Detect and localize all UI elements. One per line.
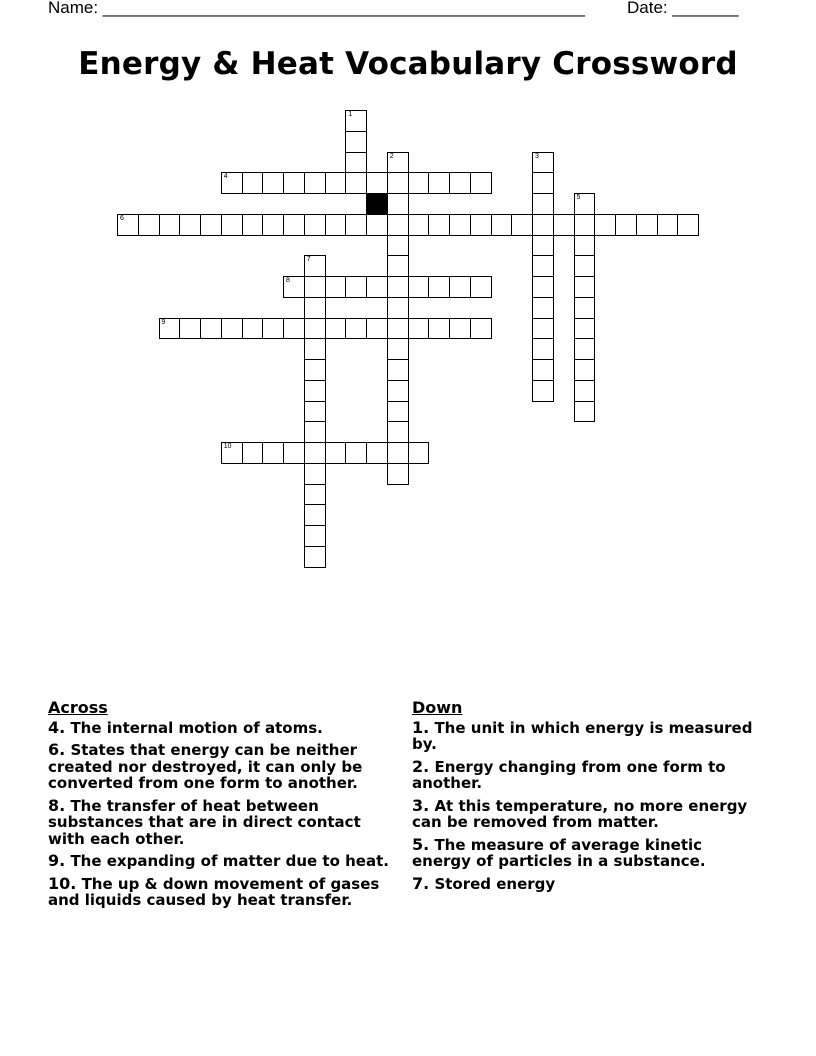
cell-clue-number: 9 <box>161 318 166 326</box>
crossword-cell[interactable] <box>304 504 326 526</box>
crossword-cell[interactable] <box>304 214 326 236</box>
crossword-cell[interactable] <box>345 110 367 132</box>
crossword-cell[interactable] <box>387 214 409 236</box>
crossword-cell[interactable] <box>387 359 409 381</box>
clue-number: 4. <box>48 717 66 737</box>
crossword-cell[interactable] <box>574 235 596 257</box>
crossword-cell[interactable] <box>387 380 409 402</box>
crossword-cell[interactable] <box>387 152 409 174</box>
clue-text: The up & down movement of gases and liquids caused by heat transfer. <box>48 874 380 909</box>
cell-clue-number: 2 <box>389 152 394 160</box>
clue-text: Stored energy <box>434 874 556 893</box>
crossword-cell[interactable] <box>345 131 367 153</box>
clue-down-2 <box>412 756 762 792</box>
crossword-cell[interactable] <box>532 214 554 236</box>
crossword-cell[interactable] <box>283 276 305 298</box>
crossword-cell[interactable] <box>387 463 409 485</box>
crossword-cell[interactable] <box>408 214 430 236</box>
crossword-cell[interactable] <box>615 214 637 236</box>
page-title: Energy & Heat Vocabulary Crossword <box>78 46 738 82</box>
crossword-cell[interactable] <box>179 318 201 340</box>
crossword-cell[interactable] <box>387 276 409 298</box>
crossword-cell[interactable] <box>387 255 409 277</box>
clue-across-10 <box>48 873 398 909</box>
crossword-cell[interactable] <box>304 546 326 568</box>
crossword-cell[interactable] <box>532 338 554 360</box>
crossword-cell[interactable] <box>532 318 554 340</box>
crossword-cell[interactable] <box>325 318 347 340</box>
crossword-cell[interactable] <box>470 276 492 298</box>
crossword-cell[interactable] <box>242 442 264 464</box>
across-clues <box>48 700 398 915</box>
crossword-cell[interactable] <box>449 214 471 236</box>
crossword-cell[interactable] <box>387 172 409 194</box>
crossword-cell[interactable] <box>242 172 264 194</box>
crossword-cell[interactable] <box>366 214 388 236</box>
crossword-cell[interactable] <box>304 421 326 443</box>
clue-number: 5. <box>412 834 430 854</box>
crossword-cell[interactable] <box>283 318 305 340</box>
crossword-cell[interactable] <box>304 463 326 485</box>
crossword-cell[interactable] <box>262 214 284 236</box>
clue-number: 7. <box>412 873 430 893</box>
clue-across-4 <box>48 717 398 737</box>
crossword-cell[interactable] <box>408 442 430 464</box>
crossword-cell[interactable] <box>387 401 409 423</box>
crossword-cell[interactable] <box>262 318 284 340</box>
crossword-cell[interactable] <box>221 172 243 194</box>
crossword-cell[interactable] <box>532 255 554 277</box>
crossword-cell[interactable] <box>574 193 596 215</box>
crossword-cell[interactable] <box>532 172 554 194</box>
across-heading: Across <box>48 698 108 717</box>
crossword-cell[interactable] <box>159 214 181 236</box>
crossword-cell[interactable] <box>304 380 326 402</box>
crossword-cell[interactable] <box>553 214 575 236</box>
crossword-cell[interactable] <box>283 214 305 236</box>
cell-clue-number: 3 <box>535 152 539 160</box>
crossword-cell[interactable] <box>387 421 409 443</box>
crossword-cell[interactable] <box>428 214 450 236</box>
crossword-cell[interactable] <box>574 255 596 277</box>
clue-number: 1. <box>412 717 430 737</box>
crossword-cell[interactable] <box>304 297 326 319</box>
crossword-cell[interactable] <box>532 359 554 381</box>
cell-clue-number: 1 <box>348 111 353 118</box>
clue-text: The expanding of matter due to heat. <box>70 852 389 870</box>
clue-number: 9. <box>48 851 66 870</box>
crossword-cell[interactable] <box>304 442 326 464</box>
crossword-cell[interactable] <box>221 318 243 340</box>
clue-across-8 <box>48 795 398 848</box>
crossword-cell[interactable] <box>262 172 284 194</box>
crossword-cell[interactable] <box>345 276 367 298</box>
crossword-cell[interactable] <box>636 214 658 236</box>
crossword-cell[interactable] <box>574 338 596 360</box>
down-clues <box>412 700 762 898</box>
crossword-cell[interactable] <box>117 214 139 236</box>
cell-clue-number: 8 <box>286 277 290 284</box>
crossword-cell[interactable] <box>387 297 409 319</box>
clue-text: The measure of average kinetic energy of particles in a substance. <box>412 835 706 870</box>
crossword-cell[interactable] <box>345 152 367 174</box>
crossword-cell[interactable] <box>387 193 409 215</box>
crossword-cell[interactable] <box>242 214 264 236</box>
crossword-cell[interactable] <box>532 152 554 174</box>
clue-number: 3. <box>412 795 430 815</box>
crossword-cell[interactable] <box>387 442 409 464</box>
crossword-cell[interactable] <box>594 214 616 236</box>
crossword-cell[interactable] <box>532 380 554 402</box>
name-line: Name: ___________________________________________________ <box>48 0 585 17</box>
cell-clue-number: 4 <box>223 173 228 181</box>
crossword-cell[interactable] <box>574 276 596 298</box>
crossword-cell[interactable] <box>221 442 243 464</box>
crossword-cell[interactable] <box>366 276 388 298</box>
crossword-cell[interactable] <box>408 318 430 340</box>
crossword-cell[interactable] <box>574 380 596 402</box>
crossword-cell[interactable] <box>532 276 554 298</box>
crossword-cell[interactable] <box>242 318 264 340</box>
clue-number: 10. <box>48 873 77 893</box>
clue-text: The internal motion of atoms. <box>70 718 323 737</box>
crossword-cell[interactable] <box>428 276 450 298</box>
crossword-cell[interactable] <box>491 214 513 236</box>
crossword-cell[interactable] <box>532 297 554 319</box>
crossword-cell[interactable] <box>428 172 450 194</box>
crossword-cell[interactable] <box>304 338 326 360</box>
clue-down-5 <box>412 834 762 870</box>
clue-across-6 <box>48 742 398 792</box>
clue-down-3 <box>412 795 762 831</box>
crossword-cell[interactable] <box>304 525 326 547</box>
crossword-cell[interactable] <box>574 359 596 381</box>
crossword-cell[interactable] <box>657 214 679 236</box>
cell-clue-number: 6 <box>120 214 124 222</box>
crossword-cell[interactable] <box>304 276 326 298</box>
crossword-cell[interactable] <box>325 214 347 236</box>
down-heading: Down <box>412 698 463 717</box>
crossword-cell[interactable] <box>428 318 450 340</box>
crossword-cell[interactable] <box>574 318 596 340</box>
crossword-cell[interactable] <box>325 172 347 194</box>
crossword-cell[interactable] <box>532 193 554 215</box>
crossword-cell[interactable] <box>449 318 471 340</box>
crossword-cell[interactable] <box>574 214 596 236</box>
clue-number: 6. <box>48 740 66 759</box>
crossword-cell[interactable] <box>387 235 409 257</box>
crossword-cell[interactable] <box>179 214 201 236</box>
clue-text: States that energy can be neither created nor destroyed, it can only be converted from one form to another. <box>48 741 363 792</box>
clue-down-7 <box>412 873 762 893</box>
clue-text: The unit in which energy is measured by. <box>412 718 753 753</box>
crossword-cell[interactable] <box>304 401 326 423</box>
clue-across-9 <box>48 853 398 870</box>
crossword-cell[interactable] <box>325 276 347 298</box>
crossword-cell[interactable] <box>408 172 430 194</box>
crossword-cell[interactable] <box>677 214 699 236</box>
crossword-cell[interactable] <box>325 442 347 464</box>
crossword-cell[interactable] <box>387 318 409 340</box>
clue-down-1 <box>412 717 762 753</box>
crossword-cell[interactable] <box>283 442 305 464</box>
clue-number: 2. <box>412 756 430 776</box>
black-square <box>366 193 388 215</box>
crossword-cell[interactable] <box>159 318 181 340</box>
crossword-cell[interactable] <box>200 318 222 340</box>
crossword-cell[interactable] <box>366 318 388 340</box>
crossword-cell[interactable] <box>262 442 284 464</box>
crossword-cell[interactable] <box>449 172 471 194</box>
clue-number: 8. <box>48 795 66 815</box>
crossword-cell[interactable] <box>304 255 326 277</box>
clue-text: Energy changing from one form to another. <box>412 757 726 792</box>
clue-text: At this temperature, no more energy can be removed from matter. <box>412 796 748 831</box>
crossword-cell[interactable] <box>345 172 367 194</box>
date-line: Date: _______ <box>627 0 739 17</box>
crossword-cell[interactable] <box>511 214 533 236</box>
crossword-cell[interactable] <box>304 359 326 381</box>
crossword-cell[interactable] <box>345 442 367 464</box>
crossword-cell[interactable] <box>408 276 430 298</box>
crossword-cell[interactable] <box>387 338 409 360</box>
crossword-cell[interactable] <box>470 172 492 194</box>
crossword-cell[interactable] <box>366 442 388 464</box>
crossword-cell[interactable] <box>221 214 243 236</box>
crossword-cell[interactable] <box>449 276 471 298</box>
crossword-cell[interactable] <box>283 172 305 194</box>
crossword-cell[interactable] <box>470 318 492 340</box>
cell-clue-number: 7 <box>306 256 311 264</box>
crossword-cell[interactable] <box>304 318 326 340</box>
crossword-cell[interactable] <box>366 172 388 194</box>
cell-clue-number: 5 <box>576 194 581 201</box>
clue-text: The transfer of heat between substances that are in direct contact with each other. <box>48 796 361 848</box>
crossword-cell[interactable] <box>345 318 367 340</box>
crossword-cell[interactable] <box>470 214 492 236</box>
crossword-cell[interactable] <box>574 401 596 423</box>
crossword-cell[interactable] <box>304 484 326 506</box>
crossword-cell[interactable] <box>304 172 326 194</box>
crossword-cell[interactable] <box>200 214 222 236</box>
crossword-cell[interactable] <box>574 297 596 319</box>
crossword-cell[interactable] <box>532 235 554 257</box>
crossword-cell[interactable] <box>345 214 367 236</box>
cell-clue-number: 10 <box>223 443 232 450</box>
crossword-cell[interactable] <box>138 214 160 236</box>
